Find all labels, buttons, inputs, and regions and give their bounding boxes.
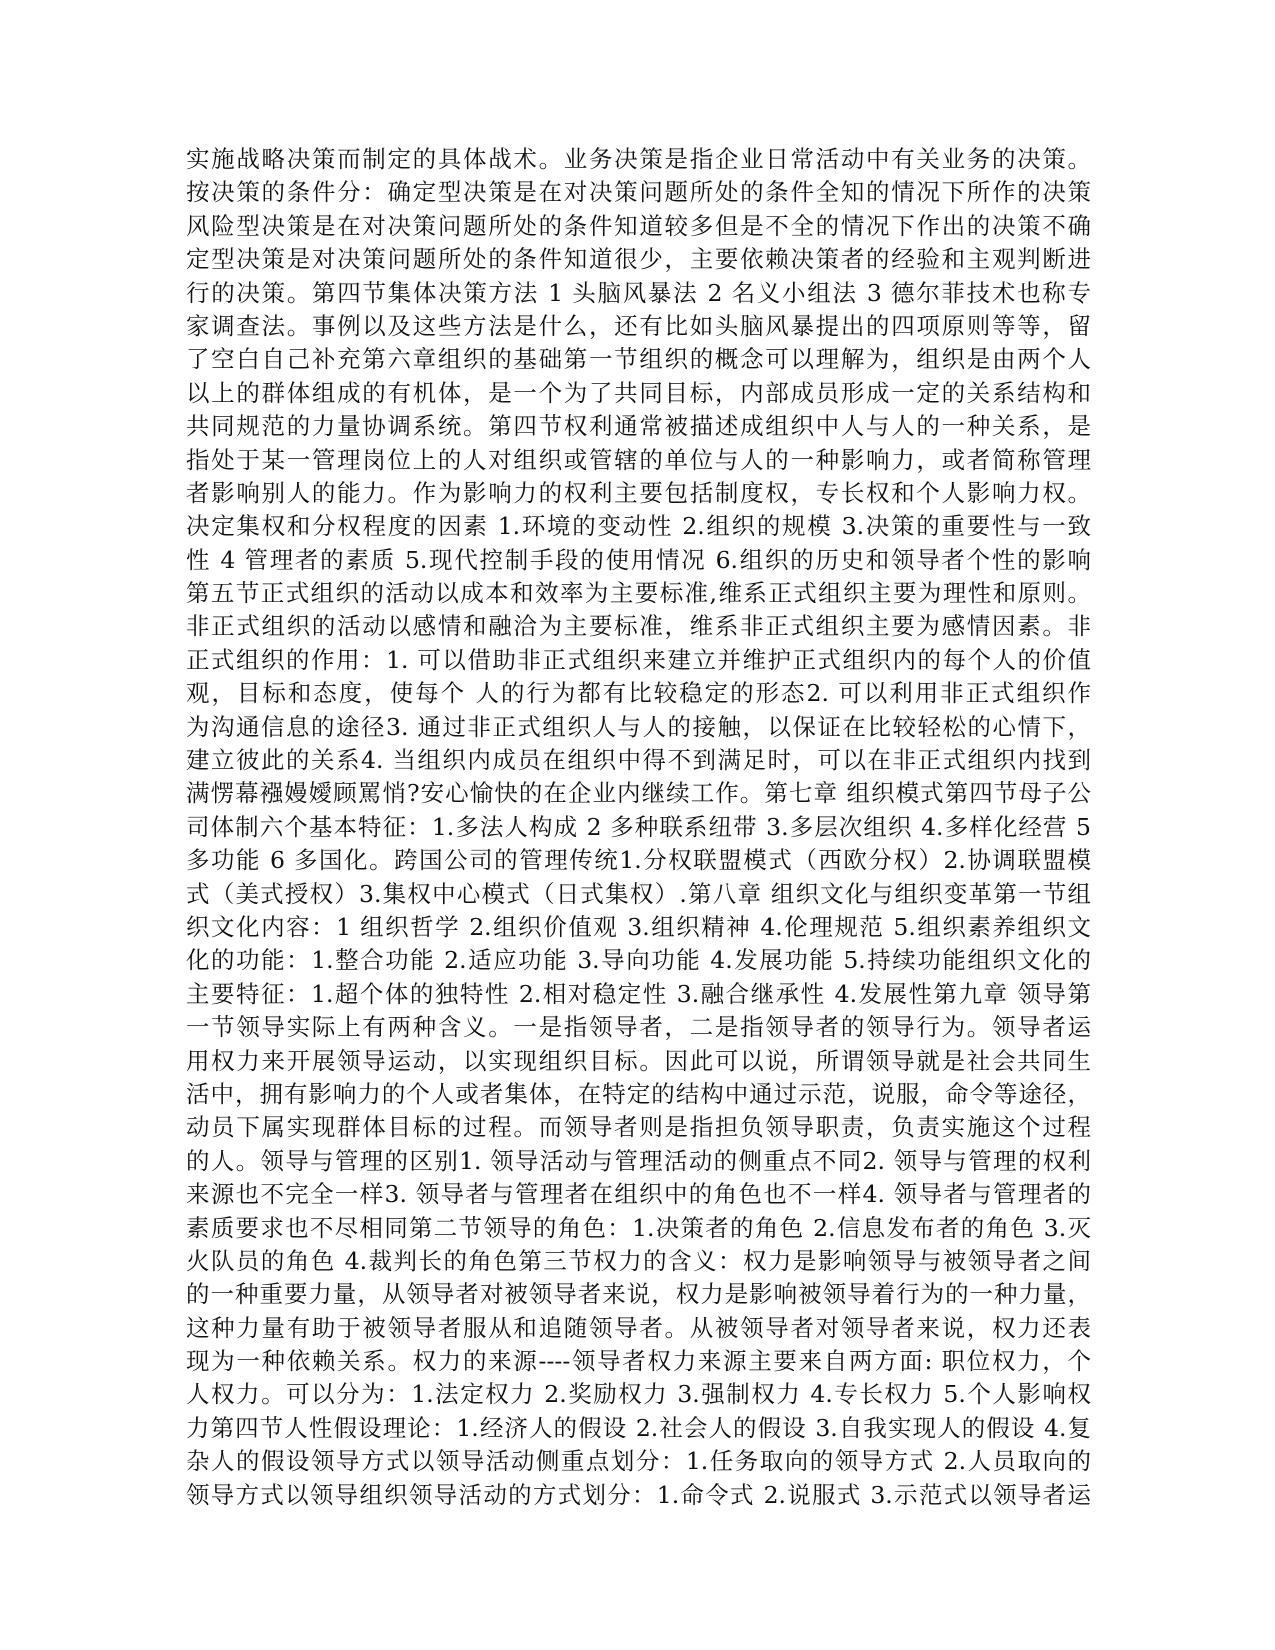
text-line: 了空白自己补充第六章组织的基础第一节组织的概念可以理解为，组织是由两个人 xyxy=(186,345,1091,374)
text-line: 的一种重要力量，从领导者对被领导者来说，权力是影响被领导着行为的一种力量， xyxy=(186,1280,1091,1309)
text-line: 行的决策。第四节集体决策方法 1 头脑风暴法 2 名义小组法 3 德尔菲技术也称专 xyxy=(186,278,1091,307)
text-line: 火队员的角色 4.裁判长的角色第三节权力的含义：权力是影响领导与被领导者之间 xyxy=(186,1246,1091,1275)
text-line: 领导方式以领导组织领导活动的方式划分：1.命令式 2.说服式 3.示范式以领导者运 xyxy=(186,1480,1091,1509)
text-line: 第五节正式组织的活动以成本和效率为主要标准,维系正式组织主要为理性和原则。 xyxy=(186,579,1091,608)
text-line: 实施战略决策而制定的具体战术。业务决策是指企业日常活动中有关业务的决策。 xyxy=(186,145,1091,173)
text-line: 非正式组织的活动以感情和融洽为主要标准，维系非正式组织主要为感情因素。非 xyxy=(186,612,1091,641)
text-line: 以上的群体组成的有机体，是一个为了共同目标，内部成员形成一定的关系结构和 xyxy=(186,378,1091,407)
text-line: 性 4 管理者的素质 5.现代控制手段的使用情况 6.组织的历史和领导者个性的影响 xyxy=(186,545,1091,574)
text-line: 者影响别人的能力。作为影响力的权利主要包括制度权，专长权和个人影响力权。 xyxy=(186,478,1091,507)
text-line: 家调查法。事例以及这些方法是什么，还有比如头脑风暴提出的四项原则等等，留 xyxy=(186,311,1091,340)
text-line: 主要特征：1.超个体的独特性 2.相对稳定性 3.融合继承性 4.发展性第九章 领导第 xyxy=(186,979,1091,1008)
text-line: 的人。领导与管理的区别1. 领导活动与管理活动的侧重点不同2. 领导与管理的权利 xyxy=(186,1146,1091,1175)
text-line: 为沟通信息的途径3. 通过非正式组织人与人的接触，以保证在比较轻松的心情下， xyxy=(186,712,1091,741)
text-line: 这种力量有助于被领导者服从和追随领导者。从被领导者对领导者来说，权力还表 xyxy=(186,1313,1091,1342)
text-line: 动员下属实现群体目标的过程。而领导者则是指担负领导职责，负责实施这个过程 xyxy=(186,1113,1091,1142)
text-line: 织文化内容：1 组织哲学 2.组织价值观 3.组织精神 4.伦理规范 5.组织素养组织文 xyxy=(186,912,1091,941)
text-line: 定型决策是对决策问题所处的条件知道很少，主要依赖决策者的经验和主观判断进 xyxy=(186,245,1091,274)
text-line: 建立彼此的关系4. 当组织内成员在组织中得不到满足时，可以在非正式组织内找到 xyxy=(186,746,1091,775)
text-line: 指处于某一管理岗位上的人对组织或管辖的单位与人的一种影响力，或者简称管理 xyxy=(186,445,1091,474)
text-line: 活中，拥有影响力的个人或者集体，在特定的结构中通过示范，说服，命令等途径， xyxy=(186,1079,1091,1108)
text-line: 司体制六个基本特征：1.多法人构成 2 多种联系纽带 3.多层次组织 4.多样化经营 5 xyxy=(186,812,1091,841)
text-line: 来源也不完全一样3. 领导者与管理者在组织中的角色也不一样4. 领导者与管理者的 xyxy=(186,1180,1091,1209)
text-line: 观，目标和态度，使每个 人的行为都有比较稳定的形态2. 可以利用非正式组织作 xyxy=(186,679,1091,708)
text-line: 多功能 6 多国化。跨国公司的管理传统1.分权联盟模式（西欧分权）2.协调联盟模 xyxy=(186,846,1091,875)
text-line: 力第四节人性假设理论：1.经济人的假设 2.社会人的假设 3.自我实现人的假设 4.复 xyxy=(186,1413,1091,1442)
text-line: 一节领导实际上有两种含义。一是指领导者，二是指领导者的领导行为。领导者运 xyxy=(186,1013,1091,1042)
text-line: 决定集权和分权程度的因素 1.环境的变动性 2.组织的规模 3.决策的重要性与一致 xyxy=(186,512,1091,541)
body-text xyxy=(186,143,1091,1512)
text-line: 人权力。可以分为：1.法定权力 2.奖励权力 3.强制权力 4.专长权力 5.个人影响权 xyxy=(186,1380,1091,1409)
text-line: 式（美式授权）3.集权中心模式（日式集权）.第八章 组织文化与组织变革第一节组 xyxy=(186,879,1091,908)
text-line: 按决策的条件分：确定型决策是在对决策问题所处的条件全知的情况下所作的决策 xyxy=(186,178,1091,207)
text-line: 用权力来开展领导运动，以实现组织目标。因此可以说，所谓领导就是社会共同生 xyxy=(186,1046,1091,1075)
text-line: 杂人的假设领导方式以领导活动侧重点划分：1.任务取向的领导方式 2.人员取向的 xyxy=(186,1447,1091,1476)
text-line: 正式组织的作用：1. 可以借助非正式组织来建立并维护正式组织内的每个人的价值 xyxy=(186,645,1091,674)
text-line: 共同规范的力量协调系统。第四节权利通常被描述成组织中人与人的一种关系，是 xyxy=(186,412,1091,441)
text-line: 素质要求也不尽相同第二节领导的角色：1.决策者的角色 2.信息发布者的角色 3.灭 xyxy=(186,1213,1091,1242)
text-line: 现为一种依赖关系。权力的来源----领导者权力来源主要来自两方面: 职位权力，个 xyxy=(186,1347,1091,1376)
text-line: 风险型决策是在对决策问题所处的条件知道较多但是不全的情况下作出的决策不确 xyxy=(186,211,1091,240)
text-line: 满愣幕襁嫚嬡顾罵悄?安心愉快的在企业内继续工作。第七章 组织模式第四节母子公 xyxy=(186,779,1091,808)
text-line: 化的功能：1.整合功能 2.适应功能 3.导向功能 4.发展功能 5.持续功能组织文化的 xyxy=(186,946,1091,975)
